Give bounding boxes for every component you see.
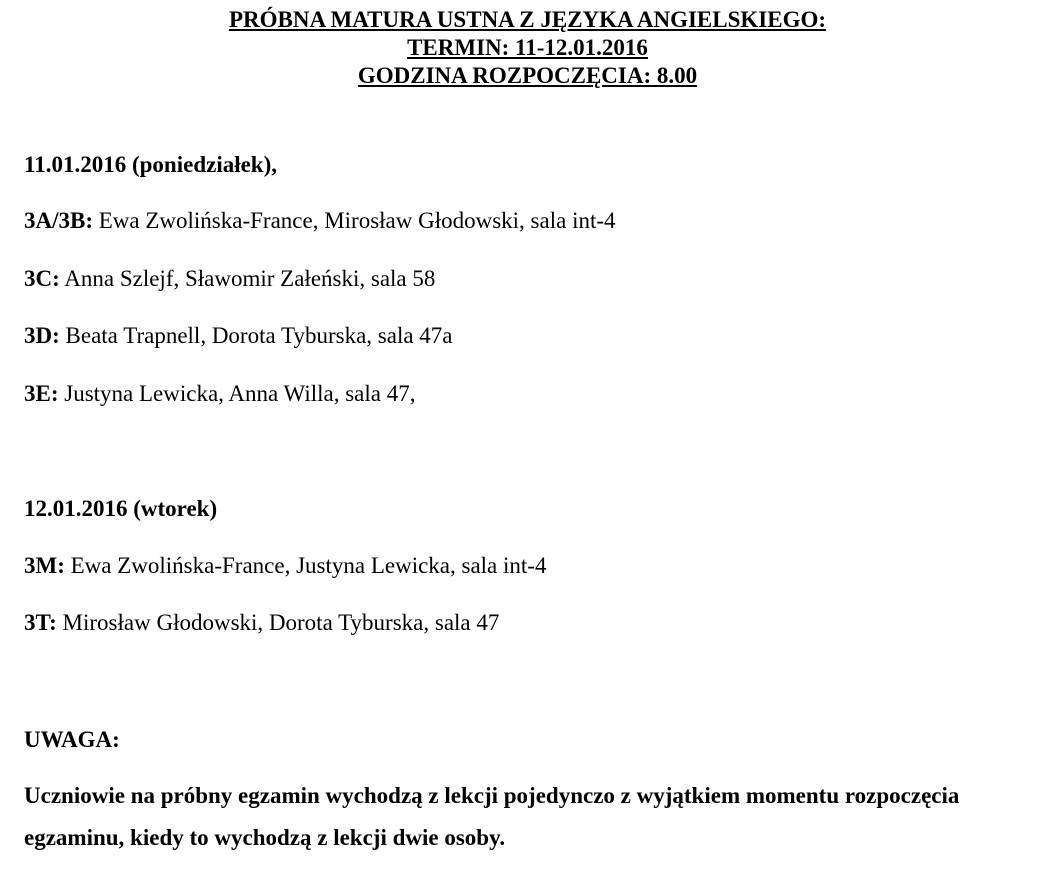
entry-details: Mirosław Głodowski, Dorota Tyburska, sala 47	[56, 610, 500, 635]
schedule-entry	[24, 267, 435, 290]
schedule-entry	[24, 209, 616, 232]
schedule-entry	[24, 554, 546, 577]
notice-heading: UWAGA:	[24, 727, 120, 752]
notice-text: Uczniowie na próbny egzamin wychodzą z lekcji pojedynczo z wyjątkiem momentu rozpoczęcia egzaminu, kiedy to wychodzą z lekcji dwie osoby.	[24, 783, 960, 850]
class-label: 3T:	[24, 610, 57, 635]
day-heading-monday: 11.01.2016 (poniedziałek),	[24, 152, 278, 177]
entry-details: Ewa Zwolińska-France, Justyna Lewicka, sala int-4	[64, 553, 547, 578]
schedule-entry	[24, 324, 453, 347]
entry-details: Anna Szlejf, Sławomir Załeński, sala 58	[59, 266, 436, 291]
class-label: 3M:	[24, 553, 65, 578]
entry-details: Ewa Zwolińska-France, Mirosław Głodowski, sala int-4	[93, 208, 616, 233]
class-label: 3D:	[24, 323, 60, 348]
header-term: TERMIN: 11-12.01.2016	[407, 35, 648, 60]
entry-details: Beata Trapnell, Dorota Tyburska, sala 47a	[59, 323, 453, 348]
class-label: 3E:	[24, 381, 59, 406]
document-header	[0, 6, 1055, 90]
header-start-time: GODZINA ROZPOCZĘCIA: 8.00	[357, 63, 698, 88]
entry-details: Justyna Lewicka, Anna Willa, sala 47,	[58, 381, 416, 406]
schedule-entry	[24, 382, 415, 405]
class-label: 3C:	[24, 266, 60, 291]
class-label: 3A/3B:	[24, 208, 93, 233]
header-title: PRÓBNA MATURA USTNA Z JĘZYKA ANGIELSKIEGO:	[228, 7, 827, 32]
day-heading-tuesday: 12.01.2016 (wtorek)	[24, 496, 218, 521]
schedule-entry	[24, 611, 499, 634]
